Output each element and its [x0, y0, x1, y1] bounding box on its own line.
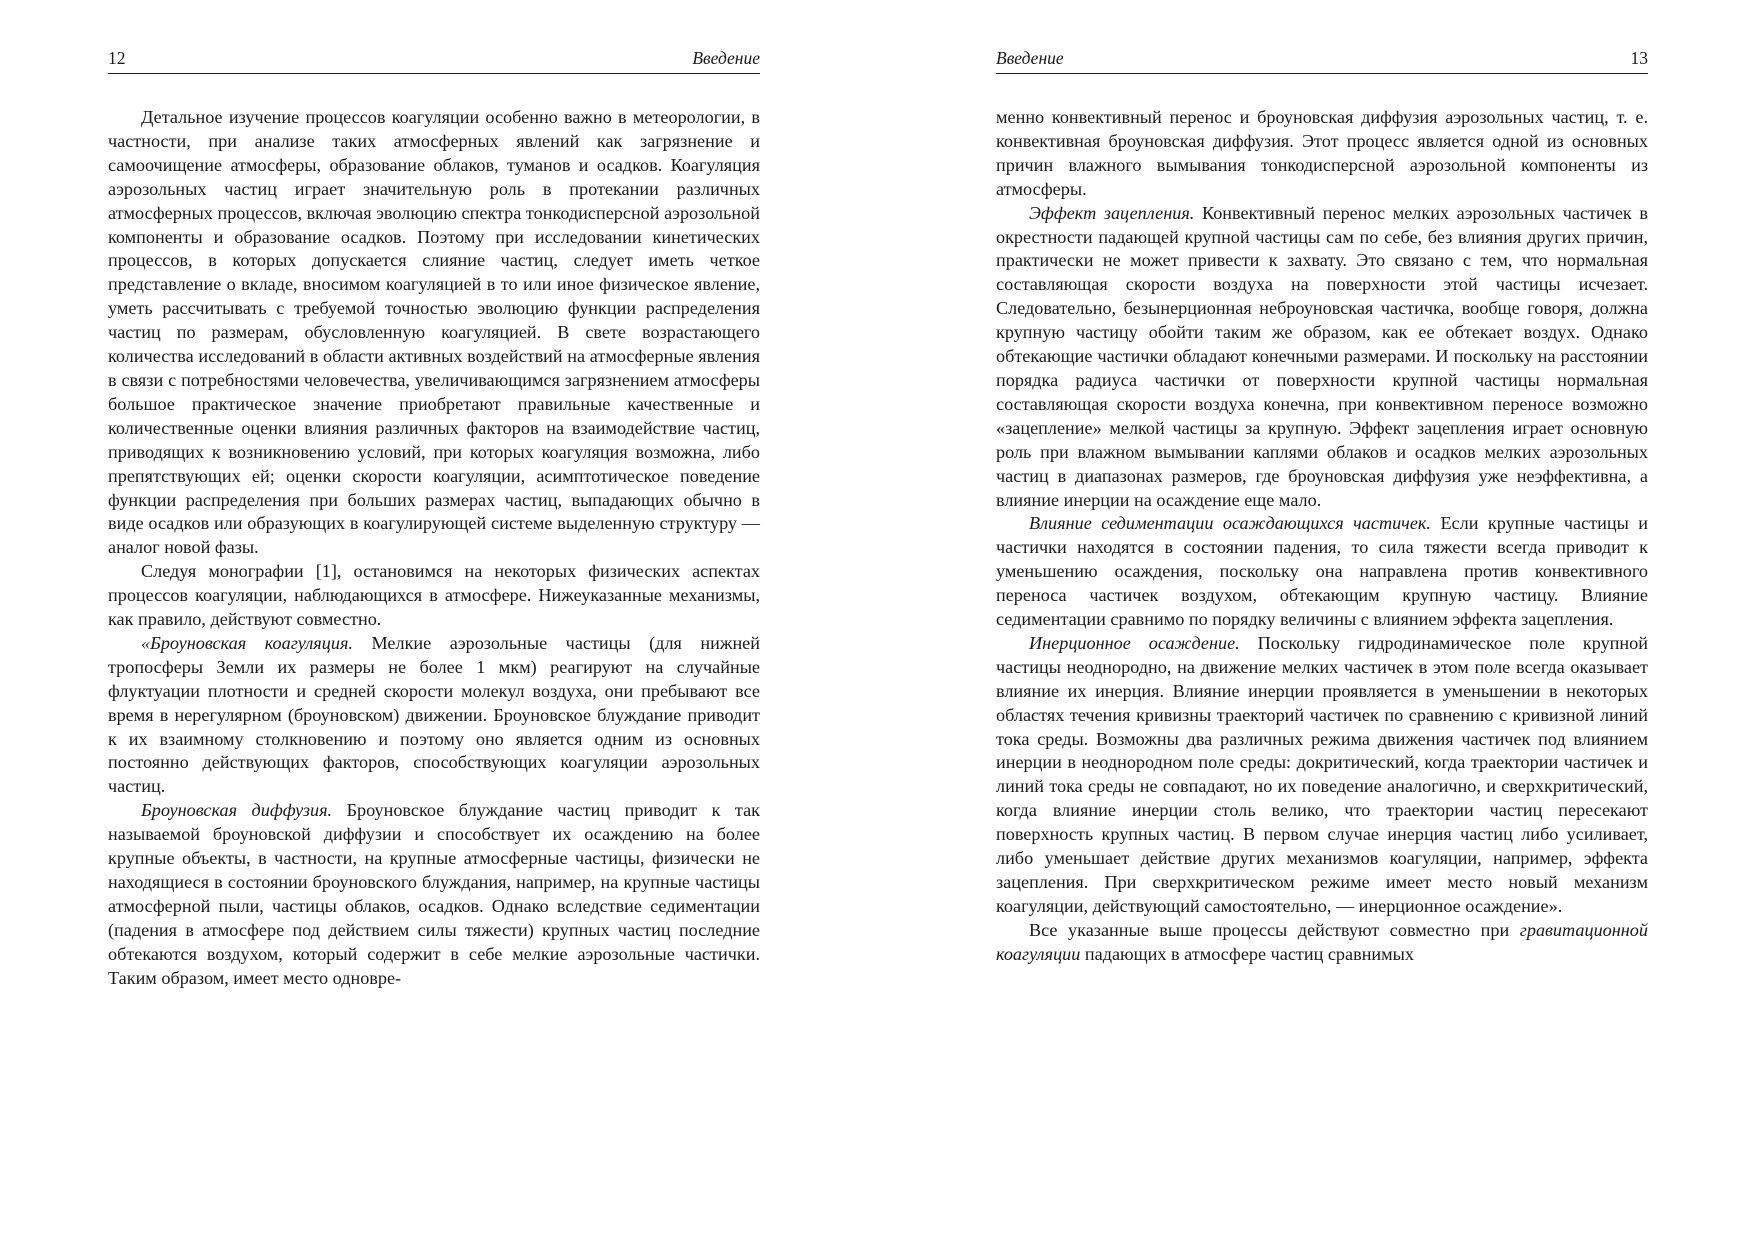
left-page	[108, 48, 760, 991]
paragraph-emphasis: гравитационной коагуляции	[996, 919, 1648, 964]
left-body-text	[108, 106, 760, 991]
paragraph-text: Детальное изучение процессов коагуляции особенно важно в метеорологии, в частности, при анализе таких атмосферных явлений как загрязнение и самоочищение атмосферы, образование облаков, туманов и осадков. Коагуляция аэрозольных частиц играет значительную роль в протекании различных атмосферных процессов, включая эволюцию спектра тонкодисперсной аэрозольной компоненты и образование осадков. Поэтому при исследовании кинетических процессов, в которых допускается слияние частиц, следует иметь четкое представление о вкладе, вносимом коагуляцией в то или иное физическое явление, уметь рассчитывать с требуемой точностью эволюцию функции распределения частиц по размерам, обусловленную коагуляцией. В свете возрастающего количества исследований в области активных воздействий на атмосферные явления в связи с потребностями человечества, увеличивающимся загрязнением атмосферы большое практическое значение приобретают правильные качественные и количественные оценки влияния различных факторов на взаимодействие частиц, приводящих к возникновению условий, при которых коагуляция возможна, либо препятствующих ей; оценки скорости коагуляции, асимптотическое поведение функции распределения при больших размерах частиц, выпадающих обычно в виде осадков или образующих в коагулирующей системе выделенную структуру — аналог новой фазы.	[108, 107, 760, 558]
left-paragraph-2	[108, 560, 760, 632]
right-page-number: 13	[1630, 48, 1648, 68]
paragraph-lead: «Броуновская коагуляция.	[141, 632, 353, 653]
right-paragraph-2	[996, 512, 1648, 632]
paragraph-lead: Броуновская диффузия.	[141, 800, 333, 821]
paragraph-lead: Эффект зацепления.	[1029, 202, 1195, 223]
left-page-number: 12	[108, 48, 126, 68]
right-running-head	[996, 48, 1648, 74]
left-running-title: Введение	[692, 48, 760, 68]
right-paragraph-3	[996, 632, 1648, 919]
paragraph-text: Если крупные частицы и частички находятся в состоянии падения, то сила тяжести всегда приводит к уменьшению осаждения, поскольку она направлена против конвективного переноса частичек воздухом, обтекающим крупную частицу. Влияние седиментации сравнимо по порядку величины с влиянием эффекта зацепления.	[996, 513, 1648, 630]
paragraph-text: Конвективный перенос мелких аэрозольных частичек в окрестности падающей крупной частицы сам по себе, без влияния других причин, практически не может привести к захвату. Это связано с тем, что нормальная составляющая скорости воздуха на поверхности этой частицы исчезает. Следовательно, безынерционная неброуновская частичка, вообще говоря, должна крупную частицу обойти таким же образом, как ее обтекает воздух. Однако обтекающие частички обладают конечными размерами. И поскольку на расстоянии порядка радиуса частички от поверхности крупной частицы нормальная составляющая скорости воздуха конечна, при конвективном переносе возможно «зацепление» мелкой частицы за крупную. Эффект зацепления играет основную роль при влажном вымывании каплями облаков и осадков мелких аэрозольных частиц в диапазонах размеров, где броуновская диффузия уже неэффективна, а влияние инерции на осаждение еще мало.	[996, 202, 1648, 510]
right-running-title: Введение	[996, 48, 1064, 68]
paragraph-text: Мелкие аэрозольные частицы (для нижней тропосферы Земли их размеры не более 1 мкм) реагируют на случайные флуктуации плотности и средней скорости молекул воздуха, они пребывают все время в нерегулярном (броуновском) движении. Броуновское блуждание приводит к их взаимному столкновению и поэтому оно является одним из основных постоянно действующих факторов, способствующих коагуляции аэрозольных частиц.	[108, 632, 760, 797]
paragraph-lead: Влияние седиментации осаждающихся частичек.	[1029, 513, 1431, 534]
paragraph-text: Следуя монографии [1], остановимся на некоторых физических аспектах процессов коагуляции, наблюдающихся в атмосфере. Нижеуказанные механизмы, как правило, действуют совместно.	[108, 561, 760, 630]
right-continuation	[996, 106, 1648, 202]
paragraph-text: Броуновское блуждание частиц приводит к так называемой броуновской диффузии и способствует их осаждению на более крупные объекты, в частности, на крупные атмосферные частицы, физически не находящиеся в состоянии броуновского блуждания, например, на крупные частицы атмосферной пыли, частицы облаков, осадков. Однако вследствие седиментации (падения в атмосфере под действием силы тяжести) крупных частиц последние обтекаются воздухом, который содержит в себе мелкие аэрозольные частички. Таким образом, имеет место одновре-	[108, 800, 760, 988]
paragraph-text: Все указанные выше процессы действуют совместно при	[1029, 919, 1520, 940]
right-page	[996, 48, 1648, 967]
right-body-text	[996, 106, 1648, 967]
paragraph-text: падающих в атмосфере частиц сравнимых	[1080, 943, 1414, 964]
right-paragraph-4	[996, 919, 1648, 967]
paragraph-lead: Инерционное осаждение.	[1029, 632, 1240, 653]
left-paragraph-4	[108, 799, 760, 990]
left-running-head	[108, 48, 760, 74]
left-paragraph-1	[108, 106, 760, 560]
left-paragraph-3	[108, 632, 760, 799]
right-paragraph-1	[996, 202, 1648, 513]
paragraph-text: менно конвективный перенос и броуновская диффузия аэрозольных частиц, т. е. конвективная броуновская диффузия. Этот процесс является одной из основных причин влажного вымывания тонкодисперсной аэрозольной компоненты из атмосферы.	[996, 107, 1648, 199]
paragraph-text: Поскольку гидродинамическое поле крупной частицы неоднородно, на движение мелких частичек в этом поле всегда оказывает влияние их инерция. Влияние инерции проявляется в уменьшении в некоторых областях течения кривизны траекторий частичек по сравнению с кривизной линий тока среды. Возможны два различных режима движения частичек под влиянием инерции в неоднородном поле среды: докритический, когда траектории частичек и линий тока среды не совпадают, но их поведение аналогично, и сверхкритический, когда влияние инерции столь велико, что траектории частиц пересекают поверхность крупных частиц. В первом случае инерция частиц либо усиливает, либо уменьшает действие других механизмов коагуляции, например, эффекта зацепления. При сверхкритическом режиме имеет место новый механизм коагуляции, действующий самостоятельно, — инерционное осаждение».	[996, 632, 1648, 916]
